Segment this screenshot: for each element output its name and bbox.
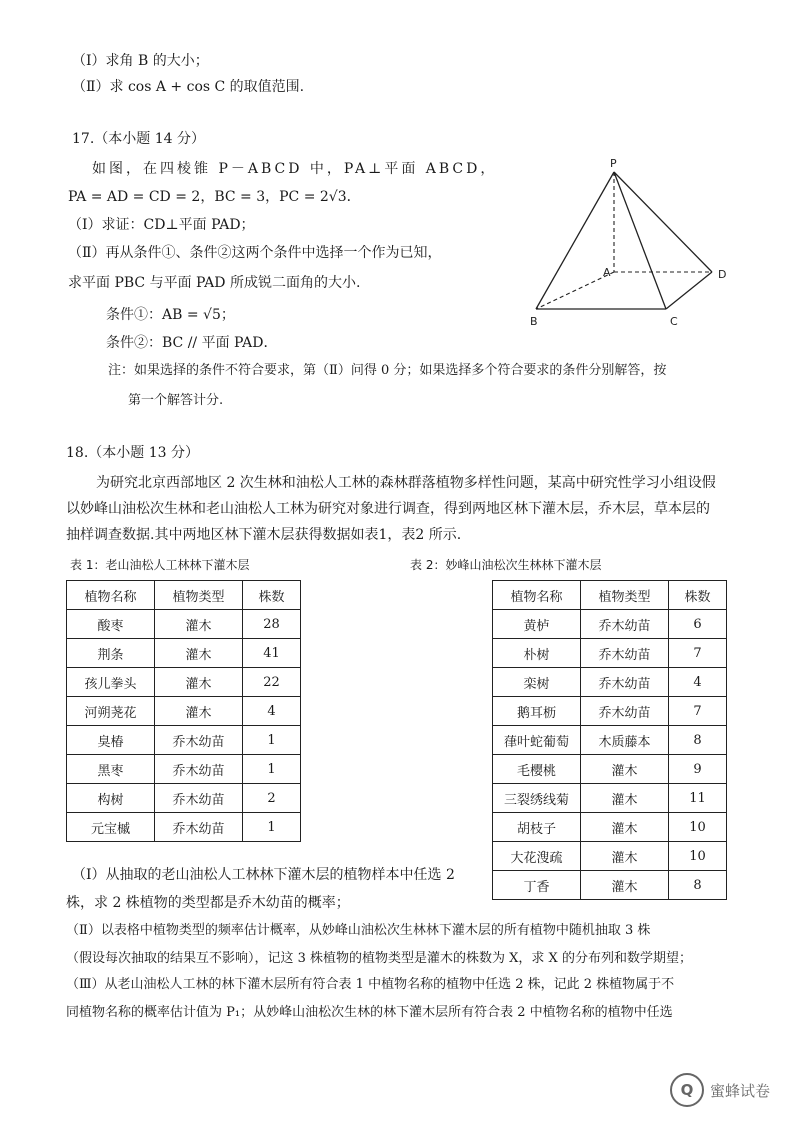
table1-caption: 表 1：老山油松人工林林下灌木层 xyxy=(70,558,250,572)
label-C: C xyxy=(670,315,678,328)
table-row xyxy=(493,668,727,697)
table-row xyxy=(67,813,301,842)
q18-part3: （Ⅲ）从老山油松人工林的林下灌木层所有符合表 1 中植物名称的植物中任选 2 株，记此 2 株植物属于不 xyxy=(66,977,675,992)
table-cell: 1 xyxy=(243,813,301,842)
q18-para2: 以妙峰山油松次生林和老山油松人工林为研究对象进行调查，得到两地区林下灌木层，乔木层，草本层的 xyxy=(66,501,710,517)
table-row xyxy=(493,813,727,842)
table-header-cell: 株数 xyxy=(669,581,727,610)
q17-part2-cont: 求平面 PBC 与平面 PAD 所成锐二面角的大小. xyxy=(68,275,361,291)
table-cell: 8 xyxy=(669,726,727,755)
table-cell: 乔木幼苗 xyxy=(581,639,669,668)
table-cell: 7 xyxy=(669,639,727,668)
table-cell: 7 xyxy=(669,697,727,726)
table-cell: 灌木 xyxy=(581,813,669,842)
table-cell: 臭椿 xyxy=(67,726,155,755)
q17-part1: （Ⅰ）求证：CD⊥平面 PAD； xyxy=(68,217,255,233)
table-cell: 灌木 xyxy=(155,639,243,668)
q17-part2: （Ⅱ）再从条件①、条件②这两个条件中选择一个作为已知， xyxy=(68,245,442,261)
table-row xyxy=(67,697,301,726)
q16-part1: （Ⅰ）求角 B 的大小； xyxy=(72,53,209,69)
q18-header: 18.（本小题 13 分） xyxy=(66,445,199,461)
q18-part2: （Ⅱ）以表格中植物类型的频率估计概率，从妙峰山油松次生林林下灌木层的所有植物中随机抽取 3 株 xyxy=(66,923,651,938)
table-cell: 灌木 xyxy=(155,668,243,697)
table-cell: 1 xyxy=(243,726,301,755)
table-cell: 灌木 xyxy=(155,610,243,639)
q18-para3: 抽样调查数据.其中两地区林下灌木层获得数据如表1，表2 所示. xyxy=(66,527,462,543)
table-cell: 22 xyxy=(243,668,301,697)
table-cell: 酸枣 xyxy=(67,610,155,639)
table-cell: 元宝槭 xyxy=(67,813,155,842)
table-cell: 胡枝子 xyxy=(493,813,581,842)
table-cell: 木质藤本 xyxy=(581,726,669,755)
q17-line2: PA = AD = CD = 2，BC = 3，PC = 2√3． xyxy=(68,189,361,205)
edge-PC xyxy=(614,172,666,309)
q17-header: 17.（本小题 14 分） xyxy=(72,131,205,147)
table-cell: 2 xyxy=(243,784,301,813)
label-A: A xyxy=(603,266,611,279)
table-row xyxy=(493,784,727,813)
table-cell: 黄栌 xyxy=(493,610,581,639)
table-cell: 荆条 xyxy=(67,639,155,668)
edge-PB xyxy=(536,172,614,309)
table-cell: 灌木 xyxy=(581,755,669,784)
table-cell: 乔木幼苗 xyxy=(155,726,243,755)
label-P: P xyxy=(610,157,617,170)
table-header-cell: 植物名称 xyxy=(67,581,155,610)
table-row xyxy=(67,610,301,639)
edge-CD xyxy=(666,272,712,309)
table2-caption: 表 2：妙峰山油松次生林林下灌木层 xyxy=(410,558,602,572)
table-cell: 鹅耳枥 xyxy=(493,697,581,726)
edge-PD xyxy=(614,172,712,272)
table-cell: 大花溲疏 xyxy=(493,842,581,871)
table-header-row xyxy=(67,581,301,610)
q18-part2-cont: （假设每次抽取的结果互不影响），记这 3 株植物的植物类型是灌木的株数为 X，求 X 的分布列和数学期望； xyxy=(66,951,692,966)
table-cell: 乔木幼苗 xyxy=(581,610,669,639)
q17-note-cont: 第一个解答计分. xyxy=(128,393,224,408)
table-cell: 灌木 xyxy=(581,784,669,813)
label-B: B xyxy=(530,315,538,328)
bee-logo-icon: Q xyxy=(670,1073,704,1107)
table-header-cell: 植物类型 xyxy=(155,581,243,610)
table-cell: 孩儿拳头 xyxy=(67,668,155,697)
table-cell: 4 xyxy=(243,697,301,726)
table-cell: 9 xyxy=(669,755,727,784)
watermark xyxy=(670,1073,770,1107)
table-row xyxy=(67,726,301,755)
table-row xyxy=(67,639,301,668)
table-row xyxy=(67,668,301,697)
table-cell: 1 xyxy=(243,755,301,784)
pyramid-figure xyxy=(508,152,748,342)
q17-condition1: 条件①：AB = √5； xyxy=(106,307,235,323)
q18-part1-cont: 株，求 2 株植物的类型都是乔木幼苗的概率； xyxy=(66,895,350,911)
table-cell: 毛樱桃 xyxy=(493,755,581,784)
q17-condition2: 条件②：BC // 平面 PAD． xyxy=(106,335,278,351)
table2 xyxy=(492,580,727,900)
table-cell: 8 xyxy=(669,871,727,900)
table-header-cell: 植物名称 xyxy=(493,581,581,610)
label-D: D xyxy=(718,268,727,281)
table-header-row xyxy=(493,581,727,610)
table-header-cell: 植物类型 xyxy=(581,581,669,610)
table-cell: 28 xyxy=(243,610,301,639)
table-cell: 三裂绣线菊 xyxy=(493,784,581,813)
table-cell: 黑枣 xyxy=(67,755,155,784)
table-cell: 朴树 xyxy=(493,639,581,668)
table-cell: 葎叶蛇葡萄 xyxy=(493,726,581,755)
table-cell: 河朔荛花 xyxy=(67,697,155,726)
table-cell: 灌木 xyxy=(155,697,243,726)
table-row xyxy=(67,784,301,813)
table-cell: 灌木 xyxy=(581,871,669,900)
table-header-cell: 株数 xyxy=(243,581,301,610)
table-cell: 11 xyxy=(669,784,727,813)
table-cell: 构树 xyxy=(67,784,155,813)
table-cell: 4 xyxy=(669,668,727,697)
table-cell: 灌木 xyxy=(581,842,669,871)
table-cell: 6 xyxy=(669,610,727,639)
table-cell: 41 xyxy=(243,639,301,668)
table-cell: 10 xyxy=(669,842,727,871)
table-row xyxy=(493,610,727,639)
table-cell: 乔木幼苗 xyxy=(155,755,243,784)
q17-note: 注：如果选择的条件不符合要求，第（Ⅱ）问得 0 分；如果选择多个符合要求的条件分别解答，按 xyxy=(108,363,667,378)
table-cell: 丁香 xyxy=(493,871,581,900)
q18-part1: （Ⅰ）从抽取的老山油松人工林林下灌木层的植物样本中任选 2 xyxy=(72,867,455,883)
table-cell: 乔木幼苗 xyxy=(581,697,669,726)
q16-part2: （Ⅱ）求 cos A + cos C 的取值范围. xyxy=(72,79,305,95)
table-row xyxy=(493,871,727,900)
table-row xyxy=(493,842,727,871)
table-row xyxy=(493,726,727,755)
table-row xyxy=(493,755,727,784)
table-cell: 栾树 xyxy=(493,668,581,697)
table1 xyxy=(66,580,301,842)
q18-para1: 为研究北京西部地区 2 次生林和油松人工林的森林群落植物多样性问题，某高中研究性学习小组设假 xyxy=(96,475,716,491)
table-row xyxy=(493,639,727,668)
table-row xyxy=(67,755,301,784)
table-cell: 乔木幼苗 xyxy=(155,813,243,842)
q18-part3-cont: 同植物名称的概率估计值为 P₁；从妙峰山油松次生林的林下灌木层所有符合表 2 中植物名称的植物中任选 xyxy=(66,1005,673,1020)
watermark-text: 蜜蜂试卷 xyxy=(709,1081,770,1100)
table-cell: 10 xyxy=(669,813,727,842)
table-cell: 乔木幼苗 xyxy=(581,668,669,697)
table-row xyxy=(493,697,727,726)
table-cell: 乔木幼苗 xyxy=(155,784,243,813)
q17-line1: 如图，在四棱锥 P－ABCD 中，PA⊥平面 ABCD， xyxy=(92,161,498,177)
